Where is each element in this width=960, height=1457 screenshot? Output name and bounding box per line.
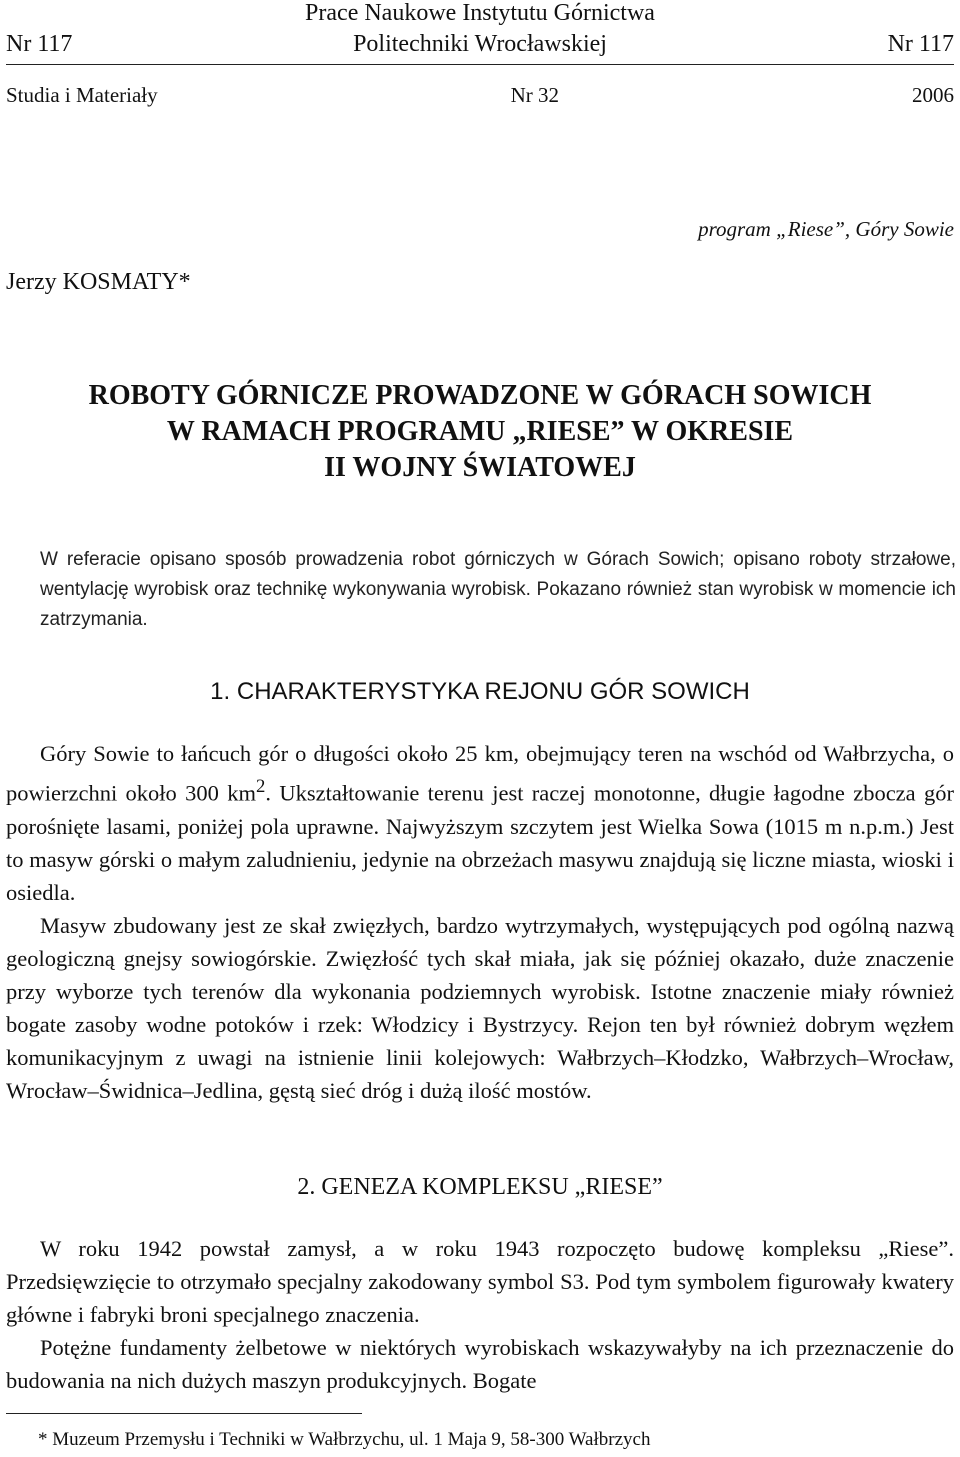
title-line: ROBOTY GÓRNICZE PROWADZONE W GÓRACH SOWICH [88,380,872,411]
volume-number: Nr 32 [510,83,560,107]
publication-year: 2006 [912,83,954,107]
paragraph-text: Góry Sowie to łańcuch gór o długości około 25 km, obejmujący teren na wschód od Wałbrzycha, o powierzchni około 300 km [6,741,954,806]
issue-number-right: Nr 117 [887,31,954,57]
series-name: Studia i Materiały [6,83,158,107]
journal-header [6,30,954,58]
section-heading: 1. CHARAKTERYSTYKA REJONU GÓR SOWICH [210,678,750,705]
section-heading: 2. GENEZA KOMPLEKSU „RIESE” [297,1174,663,1200]
footnote: * Muzeum Przemysłu i Techniki w Wałbrzychu, ul. 1 Maja 9, 58-300 Wałbrzych [38,1429,651,1450]
footnote-divider [6,1413,362,1414]
paragraph: Masyw zbudowany jest ze skał zwięzłych, bardzo wytrzymałych, występujących pod ogólną nazwą geologiczną gnejsy sowiogórskie. Zwięzłość tych skał miała, jak się później okazało, duże znaczenie przy wyborze tych terenów dla wykonania podziemnych wyrobisk. Istotne znaczenie miały również bogate zasoby wodne potoków i rzek: Włodzicy i Bystrzycy. Rejon ten był również dobrym węzłem komunikacyjnym z uwagi na istnienie linii kolejowych: Wałbrzych–Kłodzko, Wałbrzych–Wrocław, Wrocław–Świdnica–Jedlina, gęstą sieć dróg i dużą ilość mostów. [6,912,954,1103]
paragraph: W roku 1942 powstał zamysł, a w roku 1943 rozpoczęto budowę kompleksu „Riese”. Przedsięwzięcie to otrzymało specjalny zakodowany symbol S3. Pod tym symbolem figurowały kwatery główne i fabryki broni specjalnego znaczenia. [6,1236,954,1327]
paragraph: Potężne fundamenty żelbetowe w niektórych wyrobiskach wskazywałyby na ich przeznaczenie do budowania na nich dużych maszyn produkcyjnych. Bogate [6,1335,954,1393]
series-row [6,82,954,108]
keywords: program „Riese”, Góry Sowie [698,217,954,241]
paragraph [6,737,954,909]
section-body [6,737,954,1107]
institute-name: Prace Naukowe Instytutu Górnictwa [305,0,655,26]
title-line: II WOJNY ŚWIATOWEJ [324,452,636,483]
superscript: 2 [256,776,266,797]
abstract: W referacie opisano sposób prowadzenia robot górniczych w Górach Sowich; opisano roboty strzałowe, wentylację wyrobisk oraz technikę wykonywania wyrobisk. Pokazano również stan wyrobisk w momencie ich zatrzymania. [40,549,956,630]
author: Jerzy KOSMATY* [6,269,191,295]
institute-name-line2: Politechniki Wrocławskiej [353,31,607,57]
section-body [6,1232,954,1397]
issue-number-left: Nr 117 [6,31,73,57]
title-line: W RAMACH PROGRAMU „RIESE” W OKRESIE [166,416,794,447]
paper-title [0,378,960,486]
header-divider [6,64,954,65]
paragraph-text: . Ukształtowanie terenu jest raczej monotonne, długie łagodne zbocza gór porośnięte lasami, poniżej pola uprawne. Najwyższym szczytem jest Wielka Sowa (1015 m n.p.m.) Jest to masyw górski o małym zaludnieniu, jedynie na obrzeżach masywu znajdują się liczne miasta, wioski i osiedla. [6,780,954,905]
